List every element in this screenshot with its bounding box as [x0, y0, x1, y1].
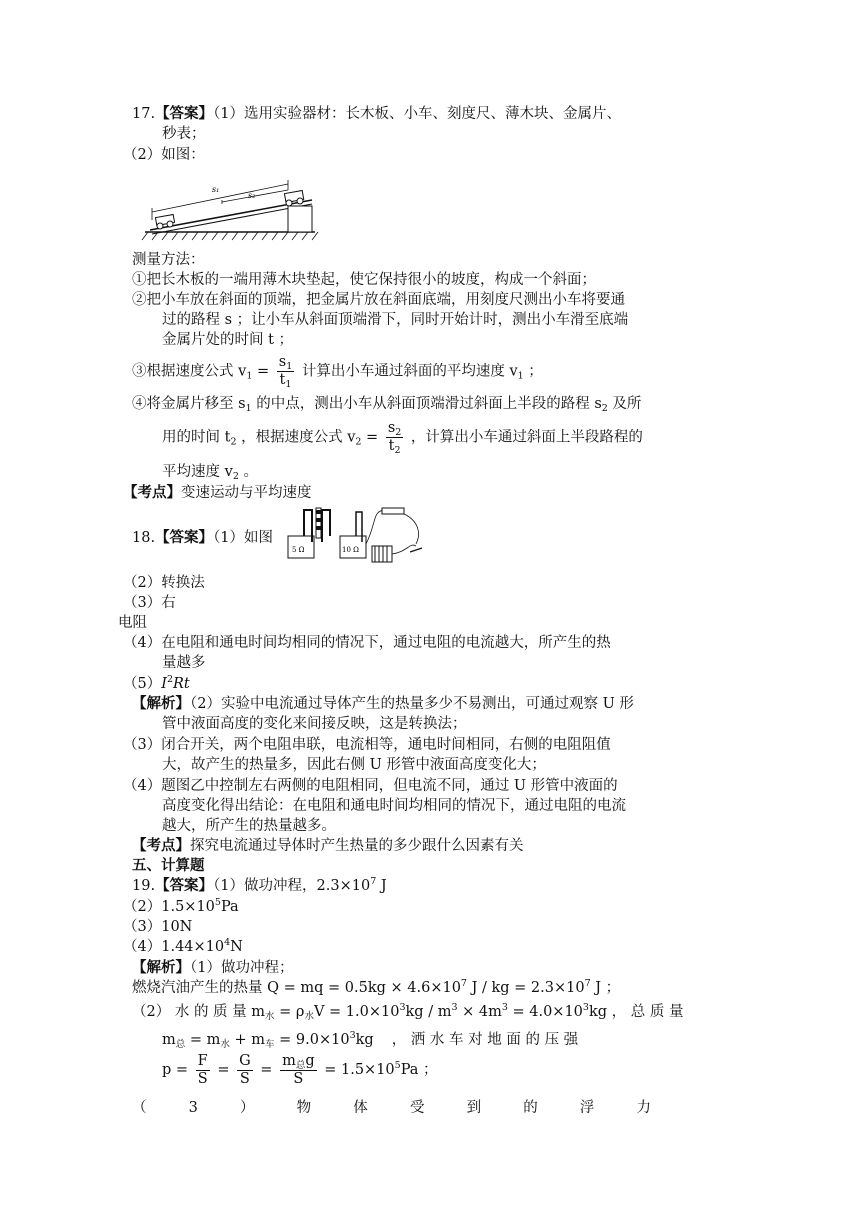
q18-line-3: （3）右 [123, 595, 176, 611]
q18-line-5: （4）在电阻和通电时间均相同的情况下，通过电阻的电流越大，所产生的热 [123, 635, 611, 651]
q19-line-1: 19.【答案】（1）做功冲程，$2.3\times 10^7$ J [132, 876, 387, 894]
fraction-mg-over-s: $\frac{m_总g}{S}$ [282, 1052, 315, 1087]
q18-analysis-1: 【解析】（2）实验中电流通过导体产生的热量多少不易测出，可通过观察 U 形 [132, 695, 634, 712]
q19-analysis-4: （ 3 ） 物 体 受 到 的 浮 力 [132, 1100, 651, 1116]
q18-line-1: 18.【答案】（1）如图 [132, 529, 274, 546]
resistor-label-10-ohm: 10 Ω [342, 546, 359, 554]
fraction-f-over-s: $\frac{F}{S}$ [197, 1052, 208, 1087]
fraction-g-over-s: $\frac{G}{S}$ [239, 1052, 251, 1087]
q18-analysis-2: （3）闭合开关，两个电阻串联，电流相等，通电时间相同，右侧的电阻阻值 [123, 737, 611, 753]
q18-analysis-3-cont2: 越大，所产生的热量越多。 [162, 818, 336, 834]
q17-line-2: 秒表； [162, 126, 206, 142]
q18-analysis-2-cont: 大，故产生的热量多，因此右侧 U 形管中液面高度变化大； [162, 757, 546, 773]
q19-line-2: $(2)1.5\times 10^5Pa$ [123, 897, 239, 915]
method-step-2-cont: 过的路程 s ；让小车从斜面顶端滑下，同时开始计时，测出小车滑至底端 [162, 312, 629, 328]
q18-line-2: （2）转换法 [123, 575, 205, 591]
method-step-2: ②把小车放在斜面的顶端，把金属片放在斜面底端，用刻度尺测出小车将要通 [132, 292, 625, 308]
incline-experiment-figure [140, 168, 320, 242]
method-step-3: ③根据速度公式 $v_1$ = $\frac{s_1}{t_1}$ 计算出小车通过斜面的平均速度 $v_1$ ； [132, 354, 543, 390]
q18-analysis-3-cont: 高度变化得出结论：在电阻和通电时间均相同的情况下，通过电阻的电流 [162, 798, 626, 814]
joule-heating-circuit-figure [282, 502, 427, 572]
q19-line-3: （3）10N [123, 919, 193, 935]
q19-line-4: $(4)1.44\times 10^4N$ [123, 937, 243, 955]
q18-kaodian: 【考点】探究电流通过导体时产生热量的多少跟什么因素有关 [132, 837, 524, 854]
q19-analysis-3-formula: p = $\frac{F}{S}$ = $\frac{G}{S}$ = $\frac{m_总g}{S}$ = $1.5\times 10^5Pa$ ； [162, 1052, 438, 1087]
formula-fraction-v1: $\frac{s_1}{t_1}$ [278, 354, 293, 390]
q18-analysis-3: （4）题图乙中控制左右两侧的电阻相同，但电流不同，通过 U 形管中液面的 [123, 778, 618, 794]
q19-analysis-1: 【解析】（1）做功冲程； [132, 959, 294, 976]
resistor-label-5-ohm: 5 Ω [292, 546, 305, 554]
method-step-4-cont2: 平均速度 $v_2$ 。 [162, 464, 258, 482]
method-heading: 测量方法： [132, 252, 205, 268]
method-step-4-cont: 用的时间 $t_2$ ，根据速度公式 $v_2$ = $\frac{s_2}{t_2}$ ，计算出小车通过斜面上半段路程的 [162, 420, 643, 456]
q19-analysis-3-cont: $m_总 = m_水 + m_车 = 9.0\times 10^3kg$ ， 洒 水 车 对 地 面 的 压 强 [162, 1030, 579, 1050]
q19-analysis-3: （2） 水 的 质 量 $m_水 = \rho_水V = 1.0\times 10^3kg / m^3 \times 4m^3 = 4.0\times 10^3kg$ ， 总 质 量 [132, 1002, 684, 1022]
q19-analysis-2: 燃烧汽油产生的热量 Q = mq = $0.5kg \times 4.6\times 10^7$ J / kg = $2.3\times 10^7$ J ； [132, 978, 621, 996]
fig-label-s1: s₁ [212, 185, 220, 194]
method-step-2-cont2: 金属片处的时间 t ； [162, 332, 294, 348]
method-step-4: ④将金属片移至 $s_1$ 的中点，测出小车从斜面顶端滑过斜面上半段的路程 $s_2$ 及所 [132, 396, 642, 414]
q17-line-1: 17.【答案】（1）选用实验器材：长木板、小车、刻度尺、薄木块、金属片、 [132, 105, 622, 122]
q18-line-6: $(5)I^2Rt$ [123, 674, 190, 692]
q17-kaodian: 【考点】变速运动与平均速度 [123, 484, 312, 501]
method-step-1: ①把长木板的一端用薄木块垫起，使它保持很小的坡度，构成一个斜面； [132, 272, 596, 288]
q18-line-4: 电阻 [118, 615, 147, 631]
fig-label-s2: s₂ [248, 191, 256, 200]
section-heading: 五、计算题 [132, 857, 205, 874]
formula-fraction-v2: $\frac{s_2}{t_2}$ [387, 420, 402, 456]
q17-line-3: （2）如图： [123, 147, 205, 163]
q18-analysis-1-cont: 管中液面高度的变化来间接反映，这是转换法； [162, 716, 467, 732]
q18-line-5-cont: 量越多 [162, 655, 206, 671]
